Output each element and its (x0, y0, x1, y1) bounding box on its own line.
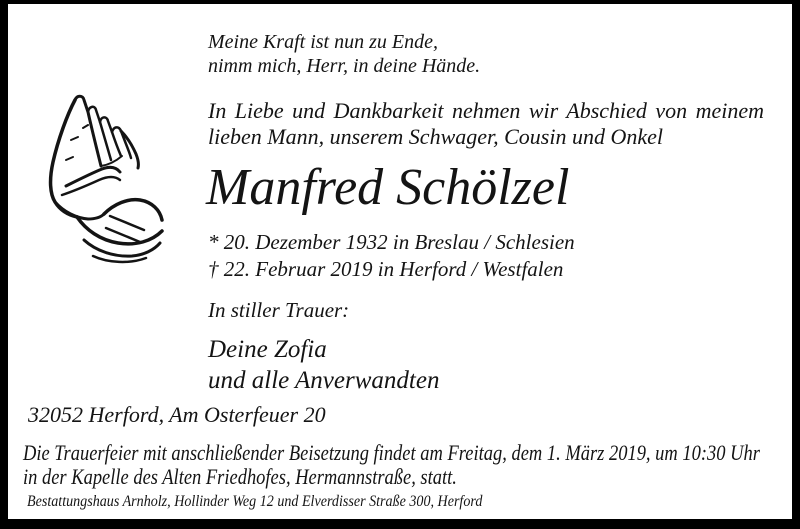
farewell-intro-line2: lieben Mann, unserem Schwager, Cousin und Onkel (208, 124, 664, 149)
funeral-details (23, 441, 800, 489)
scan-edge-top (0, 0, 800, 4)
farewell-intro-line1: In Liebe und Dankbarkeit nehmen wir Abschied von meinem (208, 98, 764, 123)
funeral-home-text: Bestattungshaus Arnholz, Hollinder Weg 12 und Elverdisser Straße 300, Herford (27, 493, 483, 510)
mourner-line2: und alle Anverwandten (208, 367, 440, 394)
epitaph-verse (208, 30, 480, 78)
funeral-home-line (27, 493, 627, 511)
birth-date-line: * 20. Dezember 1932 in Breslau / Schlesien (208, 230, 575, 254)
mourning-heading: In stiller Trauer: (208, 298, 350, 322)
scan-edge-bottom (0, 519, 800, 529)
life-dates (208, 229, 575, 283)
funeral-details-line1: Die Trauerfeier mit anschließender Beisetzung findet am Freitag, dem 1. März 2019, um 10:30 Uhr (23, 440, 760, 465)
deceased-name: Manfred Schölzel (206, 159, 570, 216)
death-date-line: † 22. Februar 2019 in Herford / Westfalen (208, 257, 564, 281)
funeral-details-line2: in der Kapelle des Alten Friedhofes, Hermannstraße, statt. (23, 464, 457, 489)
epitaph-verse-line1: Meine Kraft ist nun zu Ende, (208, 31, 438, 53)
family-address: 32052 Herford, Am Osterfeuer 20 (28, 402, 326, 427)
praying-hands-icon (38, 88, 170, 272)
mourner-line1: Deine Zofia (208, 336, 327, 363)
mourners-list (208, 334, 439, 396)
farewell-intro (208, 98, 764, 150)
scan-edge-left (0, 0, 8, 529)
epitaph-verse-line2: nimm mich, Herr, in deine Hände. (208, 55, 481, 77)
